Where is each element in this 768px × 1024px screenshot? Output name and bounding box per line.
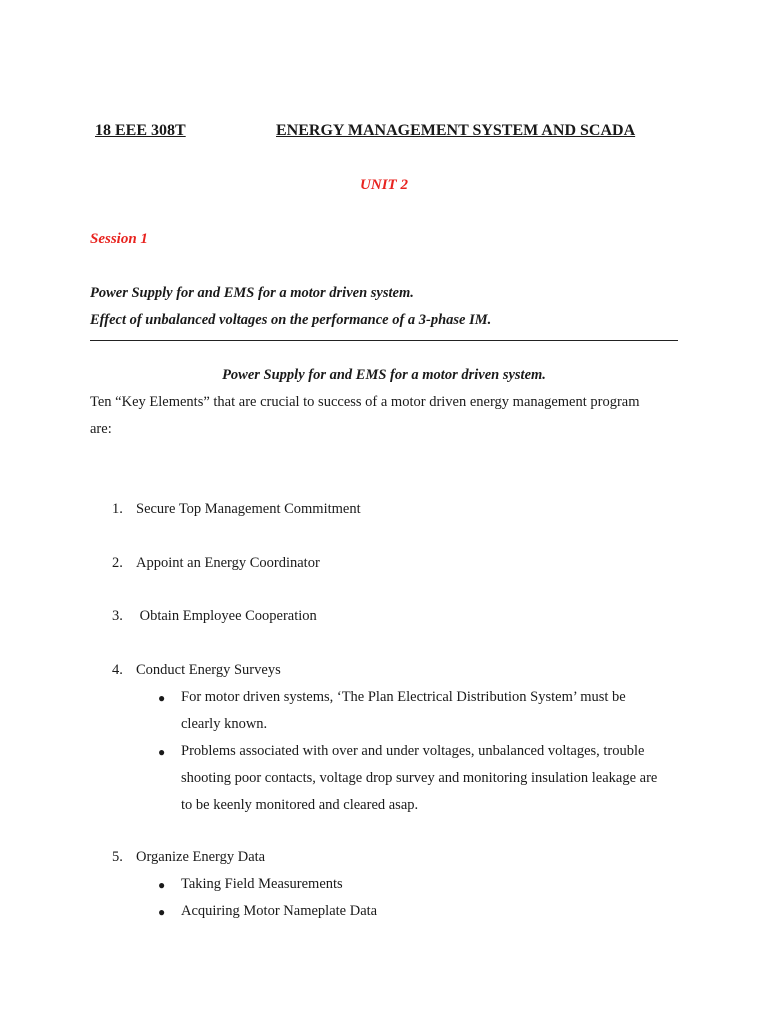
sub-list-item-continuation: to be keenly monitored and cleared asap. <box>181 797 419 813</box>
unit-label: UNIT 2 <box>360 177 408 193</box>
list-item-number: 5. <box>112 849 123 865</box>
sub-list-item: Acquiring Motor Nameplate Data <box>181 903 378 919</box>
bullet-icon: ● <box>158 878 166 892</box>
list-item-number: 4. <box>112 662 123 678</box>
list-item: Appoint an Energy Coordinator <box>136 555 320 571</box>
sub-list-item-continuation: shooting poor contacts, voltage drop survey and monitoring insulation leakage are <box>181 770 658 786</box>
list-item-number: 1. <box>112 501 123 517</box>
list-item-number: 2. <box>112 555 123 571</box>
section-heading: Power Supply for and EMS for a motor driven system. <box>222 367 546 383</box>
list-item-number: 3. <box>112 608 123 624</box>
bullet-icon: ● <box>158 905 166 919</box>
session-label: Session 1 <box>90 231 148 247</box>
sub-list-item: Problems associated with over and under voltages, unbalanced voltages, trouble <box>181 743 645 759</box>
topic-1: Power Supply for and EMS for a motor driven system. <box>90 285 414 301</box>
bullet-icon: ● <box>158 691 166 705</box>
bullet-icon: ● <box>158 745 166 759</box>
sub-list-item: Taking Field Measurements <box>181 876 343 892</box>
course-title: ENERGY MANAGEMENT SYSTEM AND SCADA <box>276 122 636 139</box>
intro-line-1: Ten “Key Elements” that are crucial to success of a motor driven energy management program <box>90 394 640 410</box>
intro-line-2: are: <box>90 421 112 437</box>
list-item: Secure Top Management Commitment <box>136 501 361 517</box>
topic-2: Effect of unbalanced voltages on the performance of a 3-phase IM. <box>90 312 492 328</box>
course-code: 18 EEE 308T <box>95 122 186 139</box>
list-item: Organize Energy Data <box>136 849 266 865</box>
list-item: Conduct Energy Surveys <box>136 662 281 678</box>
sub-list-item: For motor driven systems, ‘The Plan Electrical Distribution System’ must be <box>181 689 626 705</box>
horizontal-divider <box>90 340 678 341</box>
list-item: Obtain Employee Cooperation <box>136 608 317 624</box>
sub-list-item-continuation: clearly known. <box>181 716 268 732</box>
